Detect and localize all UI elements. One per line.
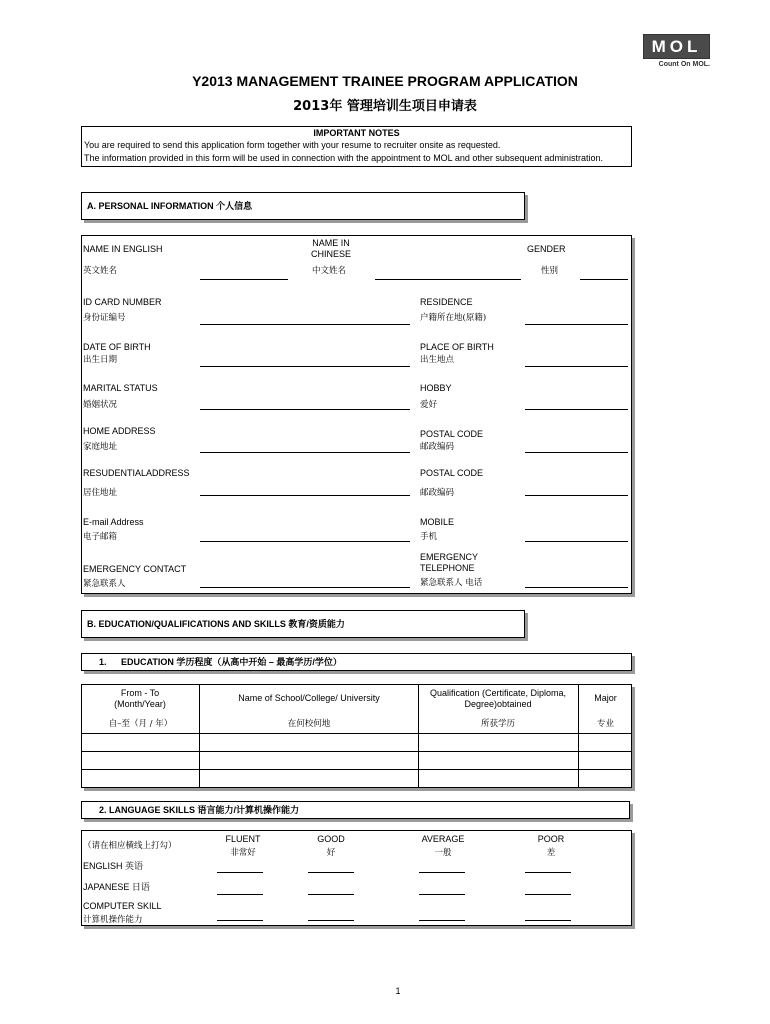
label-date-of-birth: DATE OF BIRTH: [83, 342, 151, 352]
section-b-title: B. EDUCATION/QUALIFICATIONS AND SKILLS 教育/资质能力: [87, 619, 345, 629]
important-notes: [81, 126, 632, 167]
label-id-card: ID CARD NUMBER: [83, 297, 162, 307]
label-emergency-telephone-cn: 紧急联系人 电话: [420, 578, 483, 588]
education-title: EDUCATION 学历程度（从高中开始 – 最高学历/学位）: [121, 657, 342, 667]
name-english-field[interactable]: [200, 279, 288, 280]
label-gender: GENDER: [527, 244, 566, 254]
label-emergency-contact: EMERGENCY CONTACT: [83, 564, 187, 574]
marital-status-field[interactable]: [200, 409, 410, 410]
id-card-field[interactable]: [200, 324, 410, 325]
language-header: [81, 801, 630, 819]
japanese-poor-field[interactable]: [525, 894, 571, 895]
level-fluent-cn: 非常好: [230, 848, 256, 858]
residential-address-field[interactable]: [200, 495, 410, 496]
computer-fluent-field[interactable]: [217, 920, 263, 921]
label-hobby: HOBBY: [420, 383, 452, 393]
edu-header-major-cn: 专业: [596, 719, 614, 729]
label-postal-code-2-cn: 邮政编码: [420, 488, 455, 498]
label-place-of-birth: PLACE OF BIRTH: [420, 342, 494, 352]
edu-row-divider: [81, 751, 632, 752]
logo-mark: MOL: [643, 34, 710, 59]
label-name-chinese-cn: 中文姓名: [312, 266, 347, 276]
level-fluent: FLUENT: [225, 834, 261, 844]
label-mobile-cn: 手机: [420, 532, 438, 542]
label-emergency-contact-cn: 紧急联系人: [83, 579, 126, 589]
label-residence-cn: 户籍所在地(原籍): [420, 313, 487, 323]
edu-header-school: Name of School/College/ University: [238, 693, 380, 703]
edu-row-divider: [81, 733, 632, 734]
label-marital-status: MARITAL STATUS: [83, 383, 158, 393]
name-chinese-field[interactable]: [375, 279, 521, 280]
postal-code-1-field[interactable]: [525, 452, 628, 453]
label-marital-status-cn: 婚姻状况: [83, 400, 118, 410]
mol-logo: [643, 34, 710, 72]
language-title: 2. LANGUAGE SKILLS 语言能力/计算机操作能力: [99, 805, 300, 815]
label-emergency-telephone: EMERGENCY TELEPHONE: [420, 552, 478, 573]
level-poor-cn: 差: [546, 848, 556, 858]
english-poor-field[interactable]: [525, 872, 571, 873]
label-postal-code-1: POSTAL CODE: [420, 429, 484, 439]
level-average: AVERAGE: [421, 834, 465, 844]
label-postal-code-1-cn: 邮政编码: [420, 442, 455, 452]
computer-good-field[interactable]: [308, 920, 354, 921]
label-name-chinese: NAME IN CHINESE: [310, 238, 351, 259]
place-of-birth-field[interactable]: [525, 366, 628, 367]
label-home-address-cn: 家庭地址: [83, 442, 118, 452]
section-b-header: [81, 610, 525, 638]
edu-header-school-cn: 在何校何地: [287, 719, 331, 729]
notes-heading: IMPORTANT NOTES: [313, 128, 400, 138]
edu-col-divider: [418, 684, 419, 788]
education-number: 1.: [99, 657, 107, 667]
label-home-address: HOME ADDRESS: [83, 426, 156, 436]
computer-average-field[interactable]: [419, 920, 465, 921]
emergency-contact-field[interactable]: [200, 587, 410, 588]
edu-header-qualification: Qualification (Certificate, Diploma, Degree)obtained: [429, 688, 567, 709]
label-place-of-birth-cn: 出生地点: [420, 355, 455, 365]
english-good-field[interactable]: [308, 872, 354, 873]
english-fluent-field[interactable]: [217, 872, 263, 873]
edu-row-divider: [81, 769, 632, 770]
label-japanese: JAPANESE 日语: [83, 882, 150, 892]
page-title-chinese: 2013年 管理培训生项目申请表: [293, 99, 477, 114]
label-postal-code-2: POSTAL CODE: [420, 468, 484, 478]
label-computer-skill-cn: 计算机操作能力: [83, 915, 143, 925]
label-email: E-mail Address: [83, 517, 144, 527]
english-average-field[interactable]: [419, 872, 465, 873]
label-hobby-cn: 爱好: [420, 400, 438, 410]
residence-field[interactable]: [525, 324, 628, 325]
language-hint: （请在相应横线上打勾）: [83, 841, 177, 851]
section-a-title: A. PERSONAL INFORMATION 个人信息: [87, 201, 253, 211]
label-mobile: MOBILE: [420, 517, 455, 527]
level-good-cn: 好: [326, 848, 336, 858]
label-residential-address-cn: 居住地址: [83, 488, 118, 498]
label-name-english: NAME IN ENGLISH: [83, 244, 163, 254]
label-id-card-cn: 身份证编号: [83, 313, 126, 323]
gender-field[interactable]: [580, 279, 628, 280]
page-number: 1: [395, 986, 401, 996]
edu-header-dates-cn: 自–至（月 / 年）: [108, 719, 173, 729]
postal-code-2-field[interactable]: [525, 495, 628, 496]
page-title: Y2013 MANAGEMENT TRAINEE PROGRAM APPLICATION: [192, 73, 578, 89]
mobile-field[interactable]: [525, 541, 628, 542]
level-average-cn: 一般: [434, 848, 452, 858]
email-field[interactable]: [200, 541, 410, 542]
label-email-cn: 电子邮箱: [83, 532, 118, 542]
edu-header-qualification-cn: 所获学历: [480, 719, 515, 729]
hobby-field[interactable]: [525, 409, 628, 410]
notes-line-1: You are required to send this application form together with your resume to recruiter onsite as requested.: [84, 140, 501, 150]
label-date-of-birth-cn: 出生日期: [83, 355, 118, 365]
level-good: GOOD: [317, 834, 345, 844]
edu-header-dates: From - To (Month/Year): [114, 688, 166, 709]
label-computer-skill: COMPUTER SKILL: [83, 901, 162, 911]
level-poor: POOR: [537, 834, 565, 844]
logo-tagline: Count On MOL.: [658, 61, 710, 68]
label-residence: RESIDENCE: [420, 297, 473, 307]
edu-header-major: Major: [594, 693, 617, 703]
label-english: ENGLISH 英语: [83, 861, 144, 871]
japanese-average-field[interactable]: [419, 894, 465, 895]
label-gender-cn: 性别: [541, 266, 559, 276]
notes-line-2: The information provided in this form will be used in connection with the appointment to MOL and other subsequent administration.: [84, 153, 603, 163]
home-address-field[interactable]: [200, 452, 410, 453]
education-header: [81, 653, 632, 671]
computer-poor-field[interactable]: [525, 920, 571, 921]
section-a-header: [81, 192, 525, 220]
label-residential-address: RESUDENTIALADDRESS: [83, 468, 190, 478]
japanese-good-field[interactable]: [308, 894, 354, 895]
date-of-birth-field[interactable]: [200, 366, 410, 367]
japanese-fluent-field[interactable]: [217, 894, 263, 895]
label-name-english-cn: 英文姓名: [83, 266, 118, 276]
emergency-telephone-field[interactable]: [525, 587, 628, 588]
